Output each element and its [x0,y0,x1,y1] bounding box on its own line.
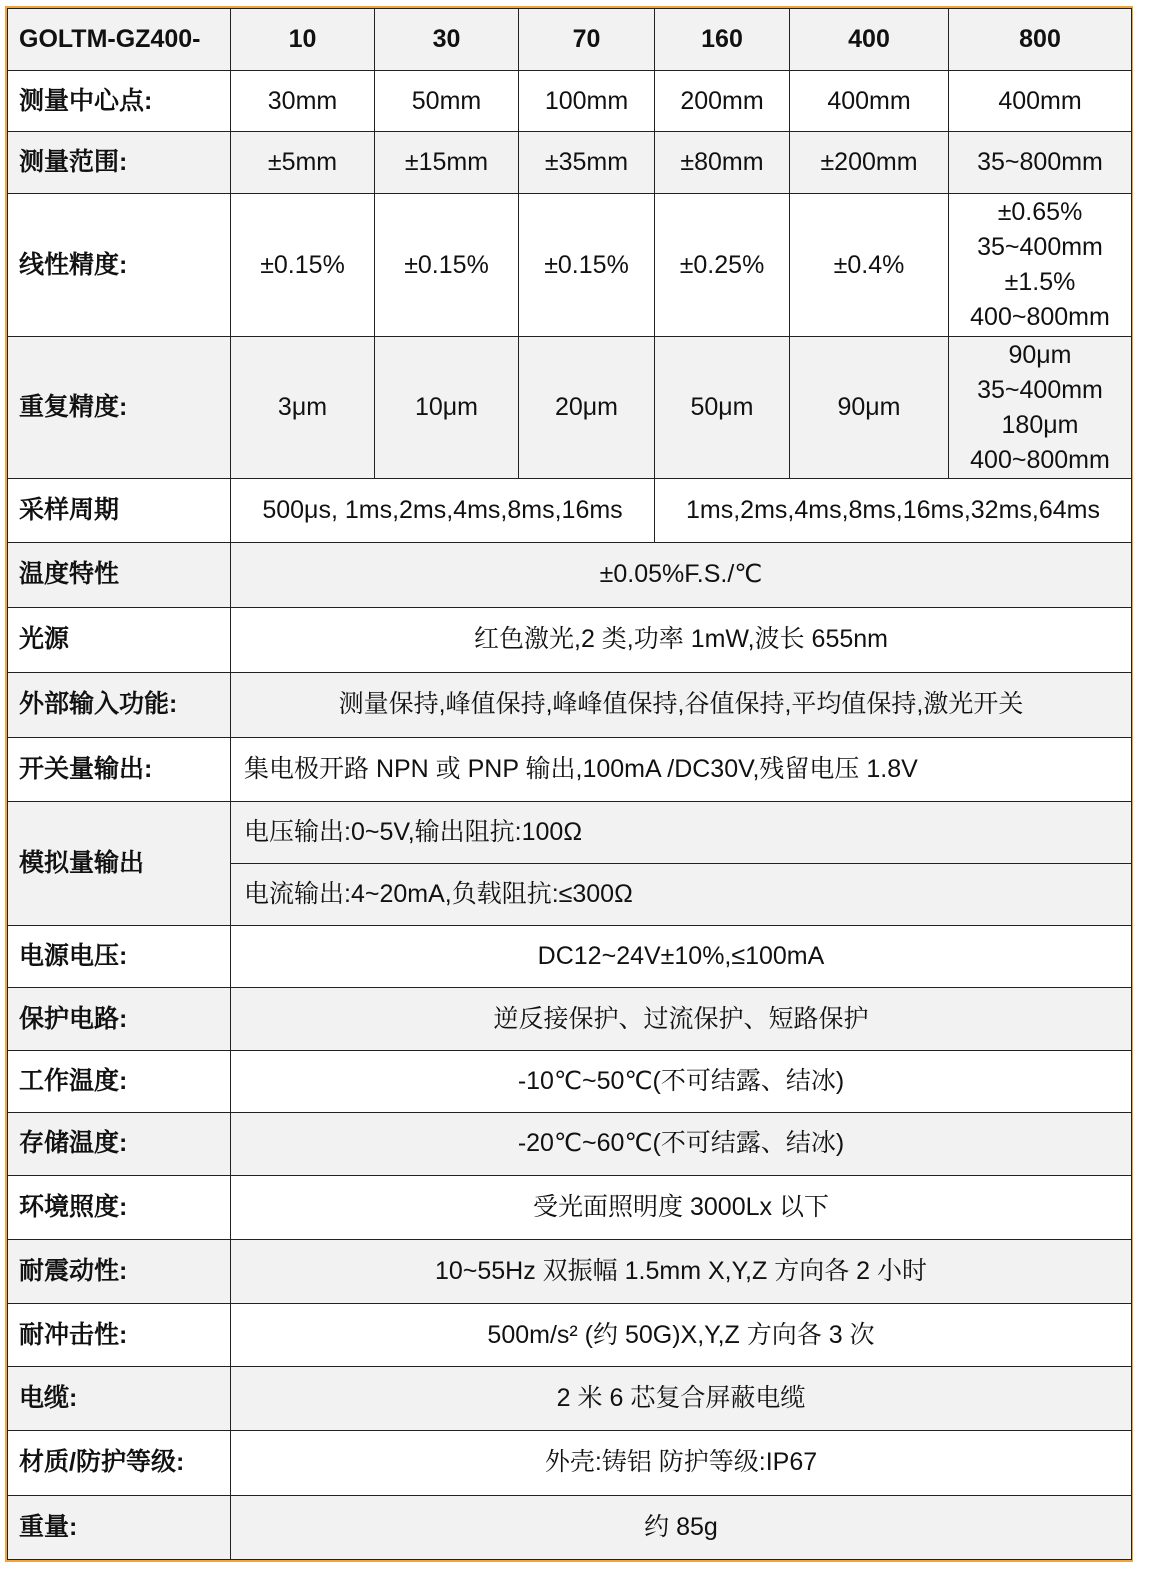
value-cell: 200mm [655,71,790,132]
spec-table [7,8,1132,1560]
value-cell: 500μs, 1ms,2ms,4ms,8ms,16ms [231,479,655,543]
value-cell: 100mm [519,71,655,132]
header-row [8,9,1132,71]
value-cell: 集电极开路 NPN 或 PNP 输出,100mA /DC30V,残留电压 1.8V [231,737,1132,801]
value-cell: ±80mm [655,132,790,194]
value-cell: ±35mm [519,132,655,194]
value-cell: 400mm [949,71,1132,132]
value-cell: 10μm [375,336,519,478]
cell-line: 180μm [1001,410,1079,439]
cell-line: ±0.65% [997,198,1083,227]
value-cell: ±15mm [375,132,519,194]
model-cell: 30 [375,9,519,71]
row-label: 耐震动性: [8,1240,231,1304]
row-label: 环境照度: [8,1175,231,1239]
value-cell: 50μm [655,336,790,478]
row-label: 保护电路: [8,988,231,1050]
row-label: 耐冲击性: [8,1304,231,1367]
table-row [8,1304,1132,1367]
value-cell: 35~800mm [949,132,1132,194]
cell-line: ±1.5% [1004,268,1076,297]
value-cell: 逆反接保护、过流保护、短路保护 [231,988,1132,1050]
value-cell: 3μm [231,336,375,478]
value-cell: -20℃~60℃(不可结露、结冰) [231,1112,1132,1175]
table-row [8,71,1132,132]
row-label: 重量: [8,1495,231,1559]
table-row [8,1112,1132,1175]
row-label: 存储温度: [8,1112,231,1175]
value-cell: ±0.25% [655,194,790,336]
value-cell: 测量保持,峰值保持,峰峰值保持,谷值保持,平均值保持,激光开关 [231,672,1132,737]
table-row [8,988,1132,1050]
value-cell: ±0.05%F.S./℃ [231,543,1132,607]
value-cell: 受光面照明度 3000Lx 以下 [231,1175,1132,1239]
table-row [8,737,1132,801]
cell-line: 90μm [1008,340,1072,369]
value-cell: 外壳:铸铝 防护等级:IP67 [231,1430,1132,1495]
model-cell: 70 [519,9,655,71]
cell-line: 400~800mm [970,303,1110,332]
row-label: 模拟量输出 [8,801,231,925]
row-label: 温度特性 [8,543,231,607]
row-label: 测量中心点: [8,71,231,132]
table-row [8,132,1132,194]
value-cell: 红色激光,2 类,功率 1mW,波长 655nm [231,607,1132,672]
table-row [8,607,1132,672]
row-label: 光源 [8,607,231,672]
table-row [8,1050,1132,1112]
multi-line-cell [949,194,1132,336]
row-label: 电源电压: [8,926,231,988]
table-row [8,543,1132,607]
value-cell: 400mm [790,71,949,132]
cell-line: 35~400mm [977,375,1103,404]
model-cell: 800 [949,9,1132,71]
value-cell: ±0.15% [231,194,375,336]
value-cell: 20μm [519,336,655,478]
table-row [8,926,1132,988]
table-row [8,1175,1132,1239]
table-row [8,672,1132,737]
value-cell: 50mm [375,71,519,132]
value-cell: ±0.15% [519,194,655,336]
value-cell: 1ms,2ms,4ms,8ms,16ms,32ms,64ms [655,479,1132,543]
value-cell: 500m/s² (约 50G)X,Y,Z 方向各 3 次 [231,1304,1132,1367]
model-cell: 10 [231,9,375,71]
table-row [8,801,1132,863]
row-label: 采样周期 [8,479,231,543]
value-cell: DC12~24V±10%,≤100mA [231,926,1132,988]
table-row [8,479,1132,543]
row-label: 开关量输出: [8,737,231,801]
table-row [8,194,1132,336]
cell-line: 35~400mm [977,233,1103,262]
row-label: 测量范围: [8,132,231,194]
cell-line: 400~800mm [970,445,1110,474]
table-row [8,1240,1132,1304]
row-label: 工作温度: [8,1050,231,1112]
value-cell: -10℃~50℃(不可结露、结冰) [231,1050,1132,1112]
header-label: GOLTM-GZ400- [8,9,231,71]
model-cell: 400 [790,9,949,71]
value-cell: 30mm [231,71,375,132]
value-cell: ±200mm [790,132,949,194]
value-cell: ±0.4% [790,194,949,336]
row-label: 线性精度: [8,194,231,336]
row-label: 重复精度: [8,336,231,478]
value-cell: 约 85g [231,1495,1132,1559]
value-cell: ±5mm [231,132,375,194]
value-cell: 10~55Hz 双振幅 1.5mm X,Y,Z 方向各 2 小时 [231,1240,1132,1304]
model-cell: 160 [655,9,790,71]
table-row [8,336,1132,478]
value-cell: 90μm [790,336,949,478]
table-row [8,1495,1132,1559]
value-cell: 电流输出:4~20mA,负载阻抗:≤300Ω [231,864,1132,926]
value-cell: 2 米 6 芯复合屏蔽电缆 [231,1367,1132,1430]
row-label: 材质/防护等级: [8,1430,231,1495]
multi-line-cell [949,336,1132,478]
row-label: 外部输入功能: [8,672,231,737]
value-cell: ±0.15% [375,194,519,336]
row-label: 电缆: [8,1367,231,1430]
table-row [8,1430,1132,1495]
spec-table-frame [5,6,1133,1562]
table-row [8,1367,1132,1430]
value-cell: 电压输出:0~5V,输出阻抗:100Ω [231,801,1132,863]
